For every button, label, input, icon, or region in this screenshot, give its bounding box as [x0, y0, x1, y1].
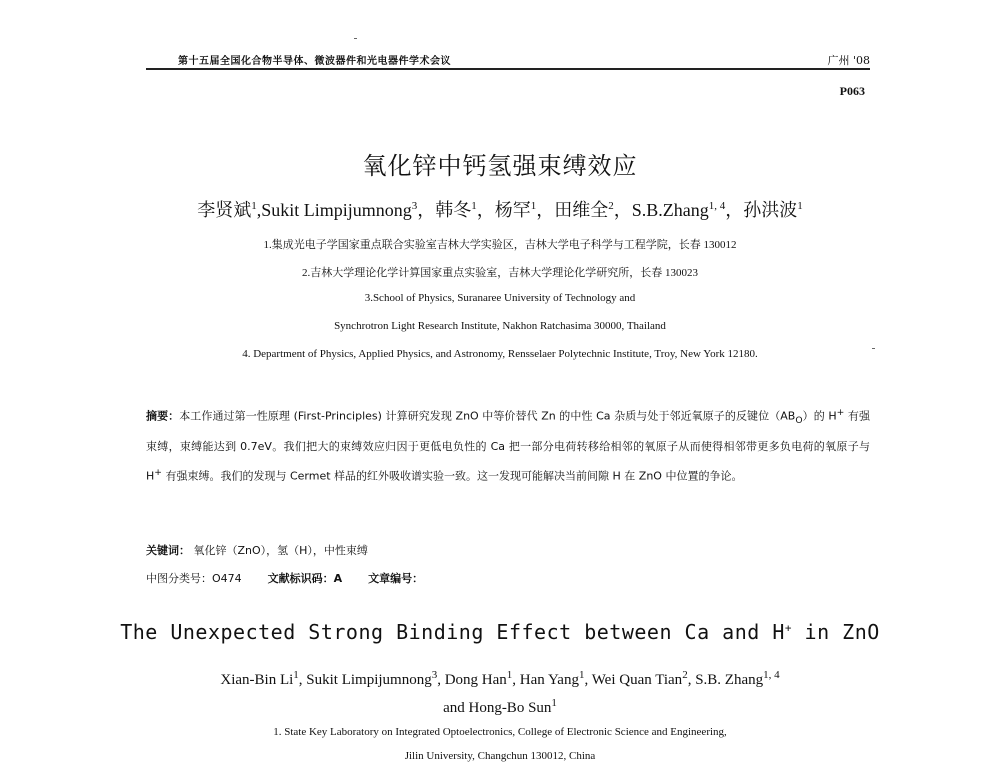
affiliation-cn-3b: Synchrotron Light Research Institute, Nakhon Ratchasima 30000, Thailand	[334, 320, 666, 332]
abstract-text: 本工作通过第一性原理 (First-Principles) 计算研究发现 ZnO 中等价替代 Zn 的中性 Ca 杂质与处于邻近氧原子的反键位（AB	[179, 409, 796, 423]
author-sup: 3	[431, 669, 438, 681]
author-sup: 3	[411, 200, 418, 212]
author-sup: 2	[682, 669, 688, 681]
author-sup: 1	[506, 669, 513, 681]
author-name: 田维全	[554, 200, 609, 220]
author-sup: 1, 4	[708, 200, 726, 212]
keywords-label: 关键词：	[146, 544, 190, 557]
author-sup: 1	[797, 200, 803, 212]
affiliation-cn-4: 4. Department of Physics, Applied Physics, and Astronomy, Rensselaer Polytechnic Institute, Troy, New York 12180.	[242, 348, 758, 360]
title-chinese: 氧化锌中钙氢强束缚效应	[362, 152, 638, 180]
author-name: 孙洪波	[743, 200, 798, 220]
keywords-text: 氧化锌（ZnO），氢（H），中性束缚	[193, 544, 368, 557]
affiliation-cn-1: 1.集成光电子学国家重点联合实验室吉林大学实验区，吉林大学电子科学与工程学院，长春 130012	[263, 239, 737, 251]
author-sup: 1, 4	[763, 669, 780, 681]
author-name: Hong-Bo Sun	[468, 700, 552, 716]
authors-english	[0, 664, 1000, 720]
author-sup: 1	[251, 200, 257, 212]
affiliation-cn-3: 3.School of Physics, Suranaree University of Technology and	[364, 292, 636, 304]
title-english	[0, 620, 1000, 644]
affiliation-en-1: 1. State Key Laboratory on Integrated Optoelectronics, College of Electronic Science and Engineering,	[273, 726, 727, 738]
author-sup: 1	[578, 669, 585, 681]
author-sup: 1	[530, 200, 537, 212]
author-name: S.B. Zhang	[695, 672, 764, 688]
abstract-text: 有强束缚。我们的发现与 Cermet 样品的红外吸收谱实验一致。这一发现可能解决当前间隙 H 在 ZnO 中位置的争论。	[161, 469, 743, 483]
author-conjunction: and	[443, 700, 469, 716]
author-sup: 1	[471, 200, 477, 212]
author-sup: 2	[608, 200, 614, 212]
author-sup: 1	[293, 669, 299, 681]
abstract-text: ）的 H	[802, 409, 837, 423]
clc-label: 中图分类号：	[146, 572, 212, 585]
author-name: Sukit Limpijumnong	[306, 672, 432, 688]
author-name: Han Yang	[519, 672, 579, 688]
doc-code-label: 文献标识码：	[267, 572, 334, 585]
conference-name: 第十五届全国化合物半导体、微波器件和光电器件学术会议	[178, 56, 451, 67]
authors-en-line1: Xian-Bin Li$^1$, Sukit Limpijumnong$^3$, Dong Han$^1$, Han Yang$^1$, Wei Quan Tian$^2$, S.B. Zhang$^{1, 4}$	[220, 669, 780, 688]
abstract	[146, 400, 870, 490]
authors-chinese: 李贤斌$^1$,Sukit Limpijumnong$^3$，韩冬$^1$，杨罕$^1$，田维全$^2$，S.B.Zhang$^{1, 4}$，孙洪波$^1$	[197, 200, 803, 220]
classification	[146, 570, 423, 586]
title-en-text: The Unexpected Strong Binding Effect between Ca and H	[120, 620, 785, 644]
author-name: S.B.Zhang	[631, 200, 709, 220]
abstract-sub: O	[795, 414, 803, 426]
author-name: 李贤斌	[197, 200, 252, 220]
abstract-text: 有强束缚，束缚能达到 0.7eV。我们把大的束缚效应归因于更低电负性的 Ca 把一部分电荷转移给相邻的氧原子从而使得相邻带更多负电荷的氧原子与 H	[146, 409, 871, 483]
abstract-sup: +	[154, 466, 162, 478]
header-rule	[146, 68, 870, 70]
author-name: Sukit Limpijumnong	[261, 200, 412, 220]
title-en-sup: +	[784, 621, 792, 635]
author-name: 韩冬	[435, 200, 472, 220]
paper-id: P063	[839, 84, 865, 98]
affiliation-cn-2: 2.吉林大学理论化学计算国家重点实验室，吉林大学理论化学研究所，长春 130023	[302, 267, 698, 279]
keywords	[146, 542, 368, 558]
article-number-label: 文章编号：	[368, 572, 424, 585]
author-name: Wei Quan Tian	[591, 672, 683, 688]
doc-code-value: A	[333, 572, 343, 585]
affiliation-en-1b: Jilin University, Changchun 130012, China	[404, 750, 596, 762]
abstract-label: 摘要：	[146, 409, 180, 423]
author-name: 杨罕	[494, 200, 531, 220]
title-en-text: in ZnO	[792, 620, 880, 644]
location-year: 广州 '08	[827, 54, 870, 67]
authors-en-line2	[0, 692, 1000, 720]
author-sup: 1	[551, 697, 557, 709]
clc-value: O474	[212, 572, 242, 585]
author-name: Dong Han	[444, 672, 507, 688]
abstract-sup: +	[836, 407, 845, 418]
author-name: Xian-Bin Li	[220, 672, 294, 688]
